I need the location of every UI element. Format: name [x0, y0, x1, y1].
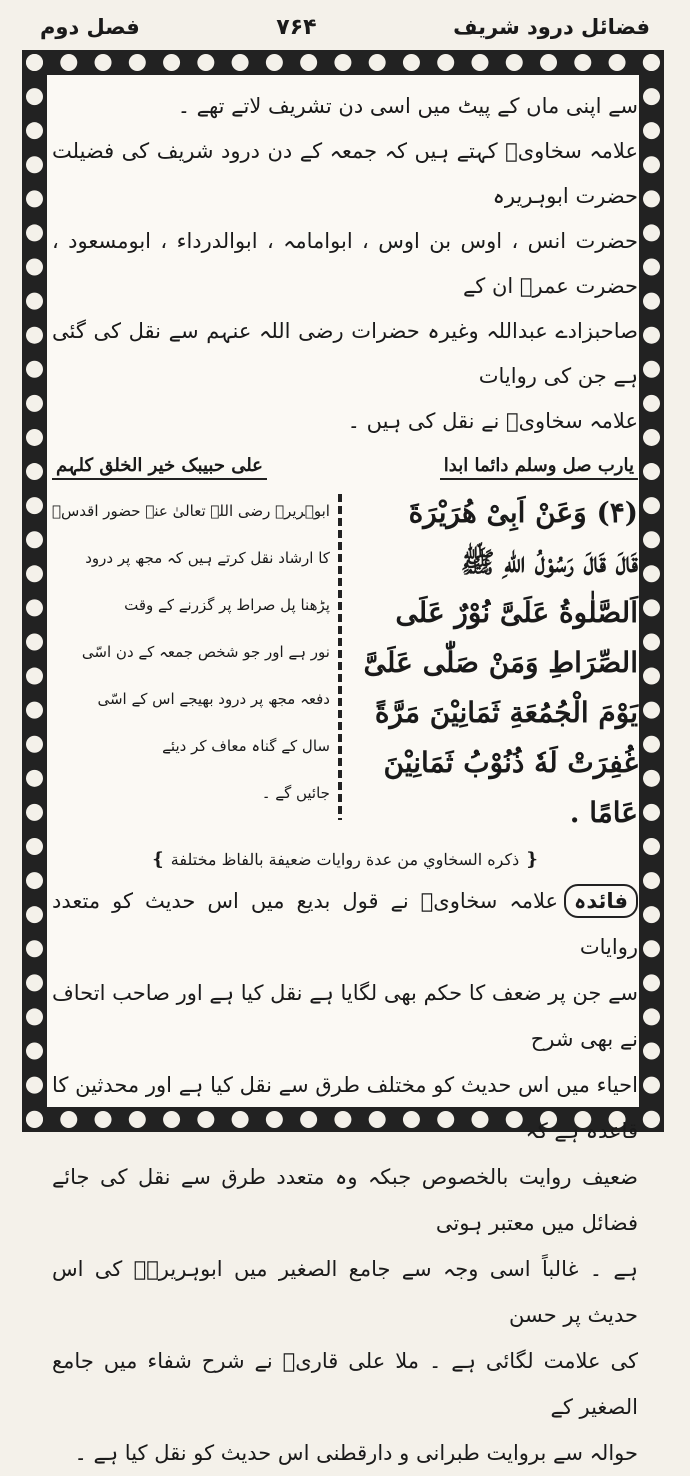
text-line: سے جن پر ضعف کا حکم بھی لگایا ہے نقل کیا ہے اور صاحب اتحاف نے بھی شرح [52, 981, 638, 1051]
book-title: فضائل درود شریف [453, 15, 650, 39]
chapter-title: فصل دوم [40, 15, 140, 39]
text-line: کی علامت لگائی ہے ۔ ملا علی قاریؒ نے شرح شفاء میں جامع الصغیر کے [52, 1349, 638, 1419]
arabic-line: قَالَ قَالَ رَسُوْلُ اللّٰهِ ﷺ [460, 546, 638, 579]
translation-line: سال کے گناہ معاف کر دیئے [162, 737, 330, 755]
text-line: سے اپنی ماں کے پیٹ میں اسی دن تشریف لاتے تھے ۔ [177, 94, 638, 118]
salawat-right: یارب صل وسلم دائما ابدا [440, 455, 638, 480]
text-line: حضرت انس ، اوس بن اوس ، ابوامامہ ، ابوالدرداء ، ابومسعود ، حضرت عمرؓ ان کے [52, 229, 638, 298]
text-line: علامہ سخاویؒ کہتے ہیں کہ جمعہ کے دن درود شریف کی فضیلت حضرت ابوہریرہ [52, 139, 638, 208]
hadith-block [52, 488, 638, 840]
source-note [110, 844, 580, 876]
running-header [40, 10, 650, 44]
arabic-line: (۴) وَعَنْ اَبِیْ هُرَيْرَةَ [408, 496, 638, 529]
translation-line: پڑھنا پل صراط پر گزرنے کے وقت [124, 596, 330, 614]
fawaid-paragraph [52, 878, 638, 1476]
text-line: ضعیف روایت بالخصوص جبکہ وہ متعدد طرق سے نقل کی جائے فضائل میں معتبر ہوتی [52, 1165, 638, 1235]
fawaid-label: فائدہ [564, 884, 638, 918]
text-line [52, 878, 638, 970]
translation-line: دفعہ مجھ پر درود بھیجے اس کے اسّی [97, 690, 330, 708]
column-divider [338, 494, 342, 820]
bracket-close-icon: ❵ [150, 849, 166, 870]
text-line: حوالہ سے بروایت طبرانی و دارقطنی اس حدیث کو نقل کیا ہے ۔ [74, 1441, 638, 1465]
text-line: ہے ۔ غالباً اسی وجہ سے جامع الصغیر میں ابوہریرہؓ کی اس حدیث پر حسن [52, 1257, 638, 1327]
hadith-translation [52, 488, 330, 840]
text-line: صاحبزادے عبداللہ وغیرہ حضرات رضی اللہ عنہم سے نقل کی گئی ہے جن کی روایات [52, 319, 638, 388]
translation-line: کا ارشاد نقل کرتے ہیں کہ مجھ پر درود [85, 549, 330, 567]
fawaid-first-line: علامہ سخاویؒ نے قول بدیع میں اس حدیث کو متعدد روایات [52, 889, 638, 959]
source-note-text: ذكره السخاوي من عدة روايات ضعيفة بالفاظ مختلفة [170, 850, 520, 869]
hadith-arabic [350, 488, 638, 840]
page-number: ۷۶۴ [276, 14, 317, 40]
salawat-line [52, 450, 638, 484]
arabic-line: يَوْمَ الْجُمُعَةِ ثَمَانِيْنَ مَرَّةً [374, 696, 638, 729]
page-content [52, 84, 638, 1465]
bracket-open-icon: ❴ [524, 849, 540, 870]
translation-line: نور ہے اور جو شخص جمعہ کے دن اسّی [81, 643, 330, 661]
arabic-line: الصِّرَاطِ وَمَنْ صَلّٰی عَلَیَّ [363, 646, 638, 679]
intro-paragraph [52, 84, 638, 444]
translation-line: ابوہریرہ رضی اللہ تعالیٰ عنہ حضور اقدسؐ [52, 502, 330, 520]
text-line: احیاء میں اس حدیث کو مختلف طرق سے نقل کیا ہے اور محدثین کا قاعدہ ہے کہ [52, 1073, 638, 1143]
salawat-left: علی حبیبک خیر الخلق کلہم [52, 455, 267, 480]
arabic-line: اَلصَّلٰوةُ عَلَیَّ نُوْرٌ عَلَی [395, 596, 638, 629]
arabic-line: غُفِرَتْ لَهٗ ذُنُوْبُ ثَمَانِيْنَ [383, 746, 638, 779]
arabic-line: عَامًا . [569, 796, 638, 829]
text-line: علامہ سخاویؒ نے نقل کی ہیں ۔ [347, 409, 638, 433]
translation-line: جائیں گے ۔ [261, 784, 330, 802]
